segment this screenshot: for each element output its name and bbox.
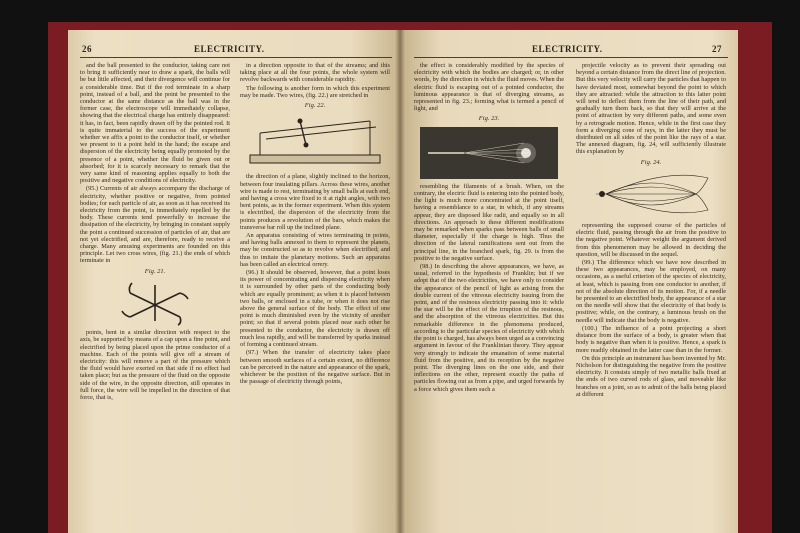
paragraph: (96.) It should be observed, however, that a point loses its power of concentrating and dispersing electricity when it is surrounded by other parts of the conducting body which are equally prominent; as when it is placed between two balls, or enclosed in a tube, or when it does not rise above the general surface of the body. The effect of one point is much diminished even by the vicinity of another point; so that if several points placed near each other be presented to the conductor, the electricity is drawn off much less rapidly, and will be transferred by sparks instead of forming a continued stream. [240, 269, 390, 349]
paragraph: the direction of a plane, slightly inclined to the horizon, between four insulating pillars. Across these wires, another wire is made to rest, terminating by small balls at each end, and having a cross wire fixed to it at right angles, with two bent points, as in the former experiment. When this system is electrified, the dispersion of the electricity from the points produces a revolution of the bars, which makes the transverse bar roll up the inclined plane. [240, 173, 390, 231]
paragraph: in a direction opposite to that of the streams; and this taking place at all the four points, the whole system will revolve backwards with considerable rapidity. [240, 62, 390, 84]
figure-caption: Fig. 23. [478, 115, 500, 123]
page-number-left: 26 [82, 44, 92, 54]
page-number-right: 27 [712, 44, 722, 54]
figure-caption: Fig. 21. [144, 267, 166, 275]
header-rule [80, 57, 392, 58]
figure-22-inclined-plane [240, 111, 390, 171]
paragraph: and the ball presented to the conductor, taking care not to bring it sufficiently near to draw a spark, the balls will be but little affected, and their divergence will continue for a considerable time. But if the rod terminate in a sharp point, instead of a ball, and the point be presented to the conductor at the same distance as the ball was in the former case, the electroscope will immediately collapse, showing that the electrical charge has entirely disappeared: it has, in fact, been rapidly drawn off by the pointed rod. It is quite immaterial to the success of the experiment whether we affix a point to the conductor itself, or whether we present to it a point held in the hand; the escape and dispersion of the electricity being equally promoted by the presence of a point, whether the fluid be given out or absorbed; for it is scarcely necessary to remark that the very same kind of reasoning applies equally to both the positive and negative conditions of electricity. [80, 62, 230, 185]
right-page [400, 30, 738, 533]
figure-23-pencil-of-light [414, 125, 564, 181]
left-column-2 [240, 62, 390, 386]
right-column-1 [414, 62, 564, 394]
book-spine-gutter [395, 30, 405, 533]
figure-21-cross-wires [80, 277, 230, 327]
left-column-1 [80, 62, 230, 402]
paragraph: The following is another form in which this experiment may be made. Two wires, (fig. 22.) are stretched in [240, 84, 390, 99]
running-title-left: ELECTRICITY. [194, 44, 265, 54]
paragraph: points, bent in a similar direction with respect to the axis, be supported by means of a cap upon a fine point, and electrified by being placed upon the prime conductor of a machine. Each of the points will give off a stream of electricity: this will remove a part of the pressure which the fluid would have exerted on that side if no effect had taken place; but as the pressure of the fluid on the opposite side of the wire, in the opposite direction, still operates in full force, the wire will be impelled in the direction of that force, that is, [80, 329, 230, 401]
figure-caption: Fig. 22. [304, 102, 326, 110]
figure-24-particle-paths [576, 168, 726, 220]
right-column-2 [576, 62, 726, 399]
paragraph: representing the supposed course of the particles of electric fluid, passing through the air from the positive to the negative point. Whatever weight the argument derived from this phenomenon may be allowed in deciding the question, will be discussed in the sequel. [576, 222, 726, 258]
figure-caption: Fig. 24. [640, 158, 662, 166]
paragraph: (100.) The influence of a point projecting a short distance from the surface of a body, is greater when that body is negative than when it is positive. Hence, a spark is more readily obtained in the latter case than in the former. [576, 324, 726, 354]
paragraph: On this principle an instrument has been invented by Mr. Nicholson for distinguishing the negative from the positive electricity. It consists simply of two metallic balls fixed at the ends of two curved rods of glass, and moveable like branches on a joint, so as to admit of the balls being placed at different [576, 354, 726, 398]
paragraph: (97.) When the transfer of electricity takes place between smooth surfaces of a certain extent, no difference can be perceived in the nature and appearance of the spark, whichever be the position of the negative surface. But in the passage of electricity through points, [240, 349, 390, 386]
paragraph: (95.) Currents of air always accompany the discharge of electricity, whether positive or negative, from pointed bodies; for each particle of air, as soon as it has received its electricity from the point, is immediately repelled by the body. These currents tend powerfully to increase the dissipation of the electricity, by bringing in constant supply the point a continued succession of particles of air, that are not yet electrified, and are, therefore, ready to receive a charge. Many amusing experiments are founded on this principle. Let two cross wires, (fig. 21.) the ends of which terminate in [80, 185, 230, 265]
paragraph: (99.) The difference which we have now described in these two appearances, may be employed, on many occasions, as a useful criterion of the species of electricity, at least, which is passing from one conductor to another, if not of the absolute direction of its motion. For, if a needle be presented to an electrified body, the appearance of a star on the needle will show that the electricity of that body is positive; while, on the contrary, a luminous brush on the needle will indicate that the body is negative. [576, 259, 726, 324]
paragraph: An apparatus consisting of wires terminating in points, and having balls annexed to them to represent the planets, may be constructed so as to revolve when electrified; and thus to imitate the planetary motions. Such an apparatus has been called an electrical orrery. [240, 232, 390, 268]
paragraph: the effect is considerably modified by the species of electricity with which the bodies are charged; or, in other words, by the direction in which the fluid moves. When the electric fluid is escaping out of a pointed conductor, the luminous appearance is that of diverging streams, as represented in fig. 23.; forming what is termed a pencil of light, and [414, 62, 564, 113]
left-page [68, 30, 400, 533]
paragraph: resembling the filaments of a brush. When, on the contrary, the electric fluid is entering into the pointed body, the light is much more concentrated at the point itself, having a resemblance to a star, in which, if any streams appear, they are disposed like radii, and equally so in all directions. An approach to these different modifications may be remarked when sparks pass between balls of small diameter, especially if the charge is high. Thus the direction of the lateral ramifications sent out from the principal line, in the branched spark, fig. 29. is from the positive to the negative surface. [414, 182, 564, 262]
running-title-right: ELECTRICITY. [532, 44, 603, 54]
header-rule [414, 57, 728, 58]
paragraph: projectile velocity as to prevent their spreading out beyond a certain distance from the direct line of projection. But this very velocity will carry the particles that happen to have deviated most, somewhat beyond the point to which they are attracted: while the attraction to this latter point will tend to deflect them from the line of their path, and gradually turn them back, so that they will arrive at the point of attraction by very different paths, and some even by a retrograde motion. Hence, while in the first case they form a diverging cone of rays, in the latter they must be distributed on all sides of the point like the rays of a star. The annexed diagram, fig. 24, will sufficiently illustrate this explanation by [576, 62, 726, 156]
paragraph: (98.) In describing the above appearances, we have, as usual, referred to the hypothesis of Franklin; but if we adopt that of the two electricities, we have only to consider the appearance of the pencil of light as arising from the double current of the vitreous electricity issuing from the point, and of the resinous electricity passing into it: while the star will be the effect of the irruption of the resinous, and the absorption of the vitreous electricities. But this remarkable difference in the phenomena produced, according to the particular species of electricity with which the point is charged, has always been urged as a convincing argument in favour of the Franklinian theory. They appear very strongly to indicate the emanation of some material fluid from the positive, and its reception by the negative point. The diverging lines on the one side, and their inflections on the other, represent exactly the paths of particles flowing out as from a pipe, and urged forwards by a force which gives them such a [414, 263, 564, 393]
